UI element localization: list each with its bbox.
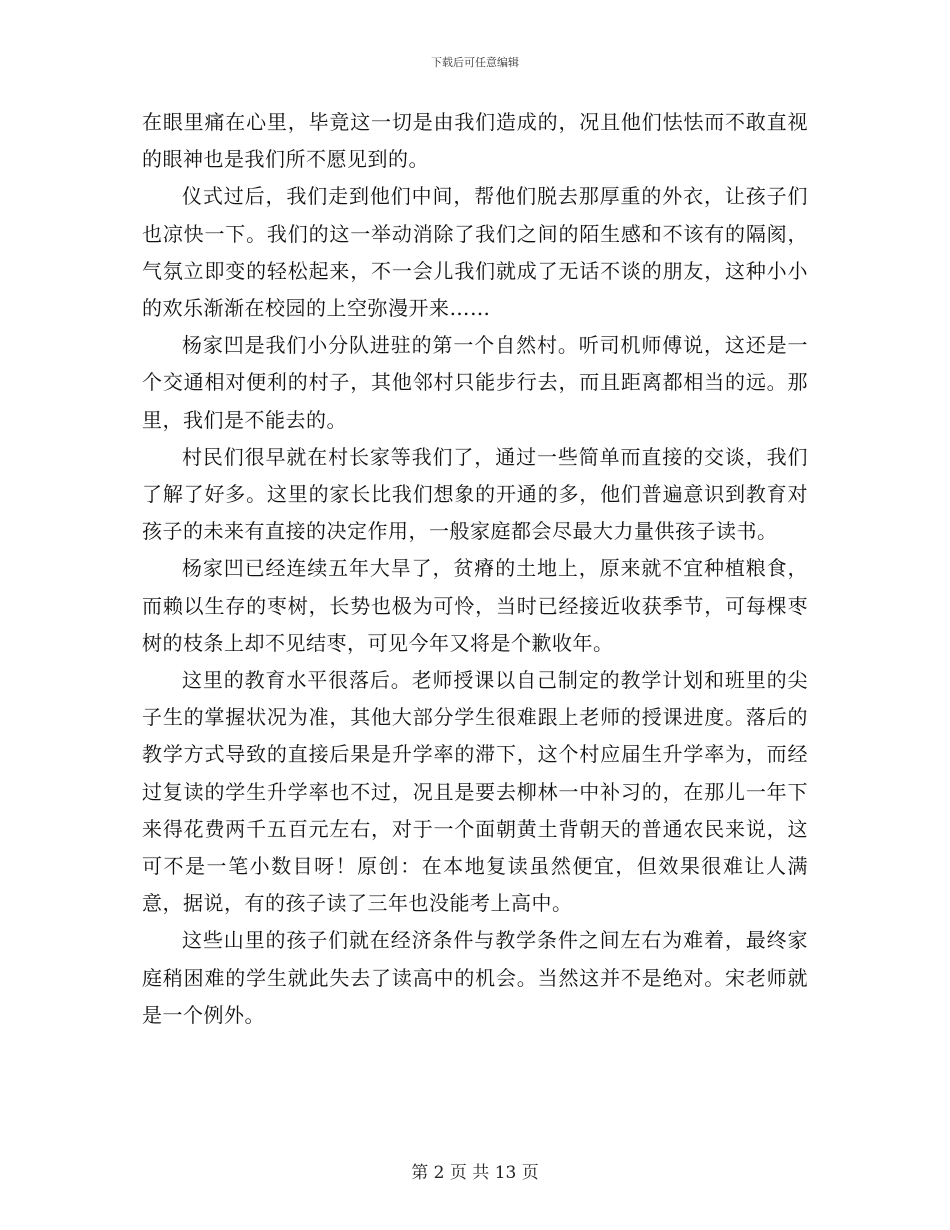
document-body <box>142 104 808 1034</box>
paragraph-7: 这些山里的孩子们就在经济条件与教学条件之间左右为难着，最终家庭稍困难的学生就此失去了读高中的机会。当然这并不是绝对。宋老师就是一个例外。 <box>142 928 808 1027</box>
paragraph-2: 仪式过后，我们走到他们中间，帮他们脱去那厚重的外衣，让孩子们也凉快一下。我们的这一举动消除了我们之间的陌生感和不该有的隔阂，气氛立即变的轻松起来，不一会儿我们就成了无话不谈的朋友，这种小小的欢乐渐渐在校园的上空弥漫开来…… <box>142 184 808 321</box>
page-header: 下载后可任意编辑 <box>431 56 519 69</box>
page-number: 第 2 页 共 13 页 <box>411 1163 539 1183</box>
paragraph-3: 杨家凹是我们小分队进驻的第一个自然村。听司机师傅说，这还是一个交通相对便利的村子，其他邻村只能步行去，而且距离都相当的远。那里，我们是不能去的。 <box>142 333 808 432</box>
paragraph-1: 在眼里痛在心里，毕竟这一切是由我们造成的，况且他们怯怯而不敢直视的眼神也是我们所不愿见到的。 <box>142 110 808 172</box>
paragraph-5: 杨家凹已经连续五年大旱了，贫瘠的土地上，原来就不宜种植粮食，而赖以生存的枣树，长势也极为可怜，当时已经接近收获季节，可每棵枣树的枝条上却不见结枣，可见今年又将是个歉收年。 <box>142 556 808 655</box>
paragraph-4: 村民们很早就在村长家等我们了，通过一些简单而直接的交谈，我们了解了好多。这里的家长比我们想象的开通的多，他们普遍意识到教育对孩子的未来有直接的决定作用，一般家庭都会尽最大力量供孩子读书。 <box>142 444 808 544</box>
paragraph-6: 这里的教育水平很落后。老师授课以自己制定的教学计划和班里的尖子生的掌握状况为准，其他大部分学生很难跟上老师的授课进度。落后的教学方式导致的直接后果是升学率的滞下，这个村应届生升学率为，而经过复读的学生升学率也不过，况且是要去柳林一中补习的，在那儿一年下来得花费两千五百元左右，对于一个面朝黄土背朝天的普通农民来说，这可不是一笔小数目呀！原创：在本地复读虽然便宜，但效果很难让人满意，据说，有的孩子读了三年也没能考上高中。 <box>142 668 808 916</box>
